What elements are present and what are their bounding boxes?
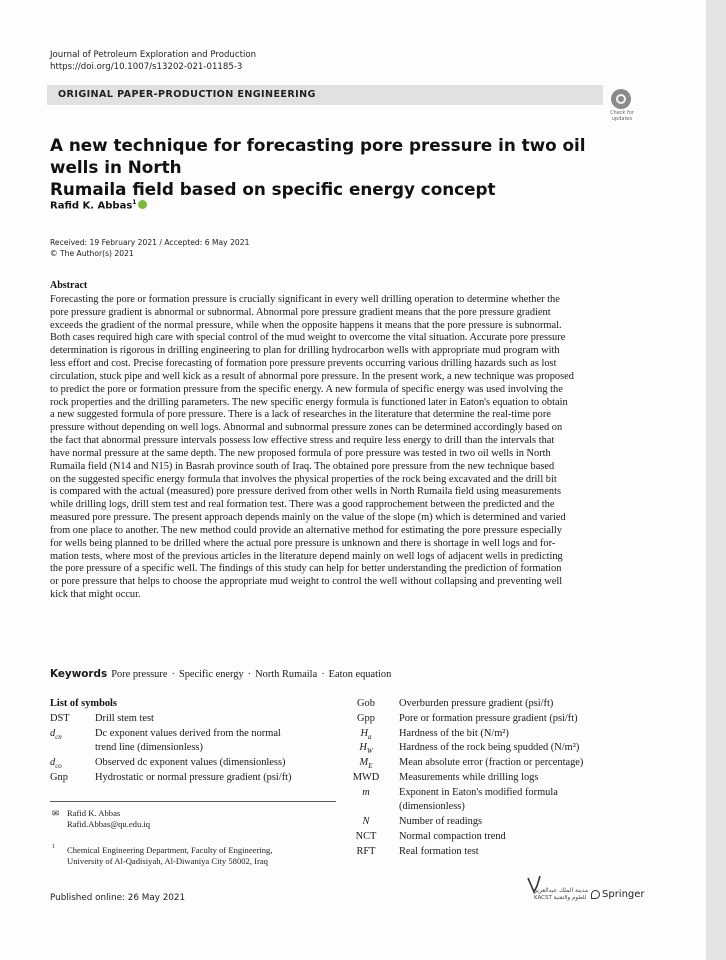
abstract-line: from one place to another. The new method could provide an alternative method for estimating the pore pressure especially <box>50 524 562 536</box>
check-updates-line2: updates <box>611 116 633 122</box>
symbol-desc: Observed dc exponent values (dimensionless) <box>95 757 286 768</box>
journal-name: Journal of Petroleum Exploration and Production <box>50 50 257 60</box>
footnote-rule <box>50 801 336 802</box>
received-accepted: Received: 19 February 2021 / Accepted: 6 May 2021 <box>50 238 250 247</box>
check-updates-line1: Check for <box>610 110 634 116</box>
symbol-desc: Hardness of the bit (N/m²) <box>399 728 509 739</box>
check-updates-icon <box>611 89 631 109</box>
keywords-list <box>111 669 391 680</box>
abstract-line: rock properties and the drilling parameters. The new specific energy formula is functioned later in Eaton's equation to obtain <box>50 396 568 408</box>
springer-horse-icon <box>591 890 600 899</box>
symbol-abbr: Gnp <box>50 772 68 783</box>
affiliation-line: Chemical Engineering Department, Faculty of Engineering, <box>67 845 273 855</box>
abstract-line: less effort and cost. Precise forecasting of formation pore pressure prevents occurring various drilling hazards such as lost <box>50 358 557 370</box>
screenshot-margin <box>706 0 726 960</box>
symbol-abbr: $H_a$ <box>360 728 372 742</box>
keyword-separator: · <box>321 669 325 680</box>
check-for-updates-badge[interactable] <box>604 89 640 125</box>
symbol-abbr: DST <box>50 713 70 724</box>
contact-name: Rafid K. Abbas <box>67 808 121 818</box>
author-line <box>50 199 147 211</box>
symbol-desc: Real formation test <box>399 846 479 857</box>
abstract-line: on the suggested specific energy formula that involves the physical properties of the rock being excavated and the drill bit <box>50 473 557 485</box>
keyword-separator: · <box>171 669 175 680</box>
symbol-desc: Mean absolute error (fraction or percentage) <box>399 757 584 768</box>
abstract-line: mation tests, where most of the previous articles in the literature depend mainly on well logs of adjacent wells in predicting <box>50 550 563 562</box>
affiliation-mark: 1 <box>132 199 137 206</box>
symbol-desc: Drill stem test <box>95 713 154 724</box>
kacst-arabic-text: مدينة الملك عبدالعزيز <box>534 887 589 894</box>
symbol-abbr: NCT <box>355 831 377 842</box>
abstract-line: for wells being planned to be drilled where the actual pore pressure is unknown and there is shortage in well logs and for- <box>50 537 556 549</box>
symbol-abbr: Gpp <box>357 713 375 724</box>
affiliation-line: University of Al-Qadisiyah, Al-Diwaniya City 58002, Iraq <box>67 856 268 866</box>
symbol-abbr: m <box>362 787 370 798</box>
symbol-desc: Dc exponent values derived from the normal <box>95 728 281 739</box>
symbol-abbr: Gob <box>357 698 375 709</box>
abstract-line: Forecasting the pore or formation pressure is crucially significant in every well drilling operation to determine whether the <box>50 294 560 305</box>
symbol-abbr: $H_W$ <box>359 742 373 756</box>
title-line: A new technique for forecasting pore pressure in two oil wells in North <box>50 135 586 177</box>
symbol-desc: Number of readings <box>399 816 483 827</box>
copyright: © The Author(s) 2021 <box>50 249 134 258</box>
abstract-line: determination is rigorous in drilling engineering to plan for drilling hydrocarbon wells with appropriate mud program with <box>50 345 560 357</box>
contact-email[interactable]: Rafid.Abbas@qu.edu.iq <box>67 819 151 829</box>
symbol-desc: Normal compaction trend <box>399 831 506 842</box>
abstract-line: pore pressure gradient is abnormal or subnormal. Abnormal pore pressure gradient means that the pore pressure gradient <box>50 306 551 318</box>
published-online: Published online: 26 May 2021 <box>50 893 186 903</box>
abstract-line: Both cases required high care with special control of the mud weight to overcome the vital situation. Accurate pore pressure <box>50 332 566 344</box>
keyword: Eaton equation <box>328 669 392 680</box>
symbol-desc: Overburden pressure gradient (psi/ft) <box>399 698 554 709</box>
paper-title <box>50 134 610 200</box>
symbol-abbr: $M_E$ <box>359 757 373 771</box>
abstract-body <box>50 294 644 602</box>
abstract-line: circulation, stuck pipe and well kick as a result of abnormal pore pressure. In the present work, a new technique was proposed <box>50 370 574 382</box>
mail-icon: ✉ <box>52 808 60 818</box>
abstract-line: exceeds the gradient of the normal pressure, while when the opposite happens it means that the pore pressure is subnormal. <box>50 319 562 331</box>
keywords-line <box>50 668 391 680</box>
symbol-desc: Exponent in Eaton's modified formula <box>399 787 558 798</box>
affiliation-number: 1 <box>52 844 55 850</box>
article-type-label: ORIGINAL PAPER-PRODUCTION ENGINEERING <box>58 89 316 100</box>
springer-logo-text: Springer <box>602 889 645 900</box>
author-name[interactable]: Rafid K. Abbas <box>50 200 133 212</box>
kacst-text: KACST للعلوم والتقنية <box>534 895 587 901</box>
symbol-abbr: MWD <box>352 772 380 783</box>
abstract-line: the pore pressure of a specific well. The findings of this study can help for better understanding the prediction of formation <box>50 563 562 575</box>
abstract-line: while drilling logs, drill stem test and real formation test. There was a good rapprochement between the predicted and the <box>50 499 555 511</box>
symbol-abbr: $d_{cn}$ <box>50 728 62 742</box>
journal-doi[interactable]: https://doi.org/10.1007/s13202-021-01185-3 <box>50 62 243 72</box>
abstract-line: is compared with the actual (measured) pore pressure derived from other wells in North Rumaila field using measurements <box>50 486 562 498</box>
article-dates <box>50 237 249 259</box>
article-type-banner <box>47 85 603 105</box>
symbol-abbr: $d_{co}$ <box>50 757 62 771</box>
abstract-line: measured pore pressure. The present approach depends mainly on the value of the slope (m) which is determined and varied <box>50 512 566 524</box>
keyword: Pore pressure <box>111 669 168 680</box>
abstract-line: a new suggested formula of pore pressure. There is a lack of researches in the literature that determine the real-time pore <box>50 409 551 421</box>
symbol-desc: trend line (dimensionless) <box>95 742 203 753</box>
symbol-desc: Hardness of the rock being spudded (N/m²) <box>399 742 580 753</box>
abstract-line: kick that might occur. <box>50 589 141 601</box>
abstract-line: or pore pressure that helps to choose the appropriate mud weight to control the well without collapsing and preventing well <box>50 576 563 588</box>
symbol-abbr: N <box>362 816 370 827</box>
abstract-line: pressure without depending on well logs. Abnormal and subnormal pressure zones can be determined accordingly based on <box>50 422 563 434</box>
symbol-desc: Pore or formation pressure gradient (psi/ft) <box>399 713 578 724</box>
keyword-separator: · <box>247 669 252 680</box>
keywords-label: Keywords <box>50 668 108 680</box>
abstract-line: Rumaila field (N14 and N15) in Basrah province south of Iraq. The obtained pore pressure from the new technique based <box>50 460 555 472</box>
symbol-abbr: RFT <box>356 846 376 857</box>
orcid-icon[interactable] <box>138 200 147 209</box>
keyword: North Rumaila <box>255 669 318 680</box>
keyword: Specific energy <box>178 669 244 680</box>
publisher-logos <box>522 874 645 908</box>
abstract-line: have normal pressure at the same depth. The new proposed formula of pore pressure was tested in two oil wells in North <box>50 447 551 459</box>
abstract-line: to predict the pore or formation pressure from the specific energy. A new formula of specific energy was used involving the <box>50 383 563 395</box>
symbol-desc: Hydrostatic or normal pressure gradient (psi/ft) <box>95 772 292 783</box>
abstract-heading: Abstract <box>50 280 88 291</box>
symbols-heading: List of symbols <box>50 698 117 709</box>
abstract-line: the fact that abnormal pressure intervals possess low effective stress and require less energy to drill than the intervals that <box>50 435 555 447</box>
symbol-desc: (dimensionless) <box>399 801 465 812</box>
symbol-desc: Measurements while drilling logs <box>399 772 539 783</box>
journal-header <box>50 49 256 73</box>
title-line: Rumaila field based on specific energy concept <box>50 179 496 199</box>
